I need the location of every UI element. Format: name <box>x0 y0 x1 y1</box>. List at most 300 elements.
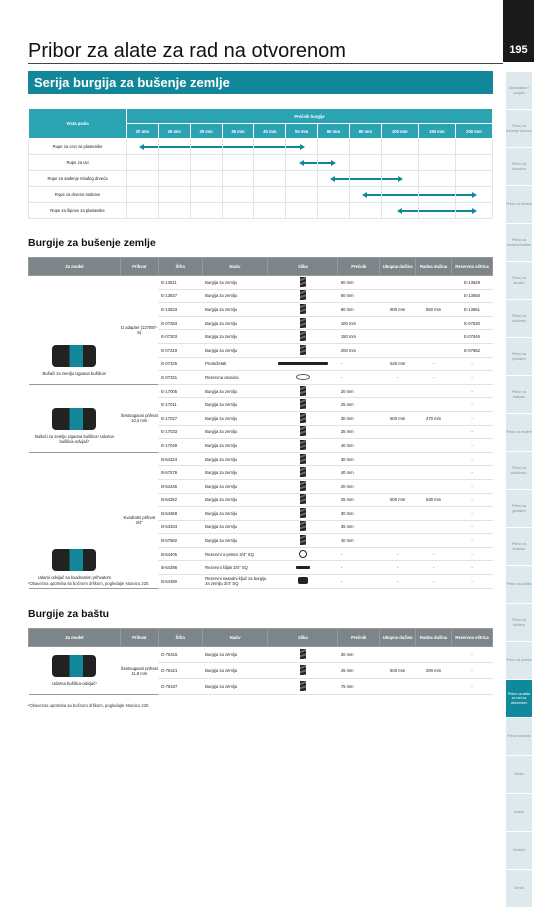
total-length: 600 mm <box>380 411 416 425</box>
side-tab[interactable]: Pribor za zaštitu <box>506 566 532 603</box>
column-header: Prečnik <box>338 258 380 276</box>
total-length <box>380 507 416 521</box>
range-arrow-head <box>299 160 304 166</box>
range-cell <box>222 187 254 203</box>
column-header: Naziv <box>202 629 268 647</box>
working-length: - <box>416 357 452 371</box>
range-row <box>29 139 493 155</box>
range-arrow-segment <box>365 194 380 196</box>
product-name: Burgija za zemlju <box>202 384 268 398</box>
working-length: - <box>416 371 452 385</box>
product-code: E-17027 <box>158 411 202 425</box>
spare-blade: - <box>452 439 493 453</box>
side-tab[interactable]: Pribor za brusilice <box>506 528 532 565</box>
range-arrow-head <box>330 176 335 182</box>
range-row-label: Rupe za ovi <box>29 155 127 171</box>
side-tab[interactable]: Pribor za kosačice <box>506 148 532 185</box>
total-length <box>380 452 416 466</box>
diameter: 30 mm <box>338 507 380 521</box>
product-name: Burgija za zemlju <box>202 425 268 439</box>
image-cell <box>268 357 338 371</box>
product-image <box>300 649 306 659</box>
total-length <box>380 343 416 357</box>
total-length <box>380 534 416 548</box>
product-name: Burgija za zemlju <box>202 679 268 695</box>
total-length: - <box>380 371 416 385</box>
range-col-diameter: 60 mm <box>318 124 350 139</box>
range-arrow-segment <box>302 162 317 164</box>
total-length <box>380 276 416 290</box>
range-col-diameter: 100 mm <box>381 124 418 139</box>
range-cell <box>158 171 190 187</box>
range-cell <box>381 139 418 155</box>
product-image <box>278 362 328 365</box>
side-tab[interactable]: Akumulatori i punjači <box>506 72 532 109</box>
spare-blade: - <box>452 398 493 412</box>
spare-blade: - <box>452 357 493 371</box>
range-cell <box>418 171 455 187</box>
working-length: 290 mm <box>416 663 452 679</box>
range-cell <box>190 203 222 219</box>
model-cell <box>29 384 121 452</box>
side-tab[interactable]: Pribor za bušenje stubova <box>506 110 532 147</box>
product-image <box>300 399 306 409</box>
product-image <box>300 535 306 545</box>
total-length <box>380 520 416 534</box>
total-length: - <box>380 561 416 575</box>
diameter: 40 mm <box>338 439 380 453</box>
product-code: E-07284 <box>158 316 202 330</box>
range-row <box>29 155 493 171</box>
range-cell <box>254 203 286 219</box>
product-name: Burgija za zemlju <box>202 343 268 357</box>
range-cell <box>190 171 222 187</box>
spare-blade: - <box>452 547 493 561</box>
diameter: 30 mm <box>338 411 380 425</box>
range-cell <box>349 171 381 187</box>
product-image <box>300 481 306 491</box>
image-cell <box>268 663 338 679</box>
column-header: Ukupna dužina <box>380 629 416 647</box>
model-name: Udarni odvijač sa kvadratnim prihvatom <box>37 574 112 580</box>
range-cell <box>349 187 381 203</box>
image-cell <box>268 343 338 357</box>
range-cell <box>254 171 286 187</box>
column-header: Naziv <box>202 258 268 276</box>
mount-cell: Šestougaoni prihvat 10,4 mm <box>120 384 158 452</box>
product-image <box>300 467 306 477</box>
product-name: Burgija za zemlju <box>202 479 268 493</box>
working-length <box>416 398 452 412</box>
range-arrow-segment <box>333 178 348 180</box>
product-name: Burgija za zemlju <box>202 466 268 480</box>
range-cell <box>418 203 455 219</box>
range-arrow-segment <box>382 194 418 196</box>
diameter: 25 mm <box>338 398 380 412</box>
total-length <box>380 316 416 330</box>
range-cell <box>190 187 222 203</box>
side-tab[interactable]: Pribor za bušilice <box>506 604 532 641</box>
range-col-diameter-group: Prečnik burgije <box>127 109 493 124</box>
working-length <box>416 452 452 466</box>
diameter: 50 mm <box>338 276 380 290</box>
spare-blade: - <box>452 663 493 679</box>
range-col-diameter: 150 mm <box>418 124 455 139</box>
diameter: 150 mm <box>338 330 380 344</box>
diameter: 45 mm <box>338 663 380 679</box>
product-code: D-75437 <box>158 679 202 695</box>
side-tab[interactable]: Pribor za testere <box>506 414 532 451</box>
model-cell <box>29 647 121 695</box>
product-image <box>299 550 307 558</box>
spare-blade: E-07630 <box>452 316 493 330</box>
side-tab[interactable]: Pribor za prskalice <box>506 338 532 375</box>
image-cell <box>268 316 338 330</box>
range-col-diameter: 80 mm <box>349 124 381 139</box>
product-code: B-54324 <box>158 452 202 466</box>
image-cell <box>268 276 338 290</box>
column-header: Šifra <box>158 258 202 276</box>
range-arrow-head <box>300 144 305 150</box>
range-col-diameter: 200 mm <box>455 124 492 139</box>
column-header: Za model <box>29 629 121 647</box>
range-row-label: Rupe za šipove za plastenike <box>29 203 127 219</box>
working-length <box>416 647 452 663</box>
product-image <box>300 386 306 396</box>
range-row-label: Rupe za drveno stubove <box>29 187 127 203</box>
product-name: Burgija za zemlju <box>202 647 268 663</box>
range-cell <box>127 171 159 187</box>
range-arrow-segment <box>400 210 418 212</box>
mount-cell: D adapter (127087-5) <box>120 276 158 385</box>
page-number: 195 <box>509 44 528 56</box>
range-cell <box>418 155 455 171</box>
working-length <box>416 466 452 480</box>
title-divider <box>28 63 503 64</box>
product-name: Rezervni o-prsten 3/4" SQ <box>202 547 268 561</box>
product-code: B-57582 <box>158 534 202 548</box>
image-cell <box>268 479 338 493</box>
range-cell <box>286 171 318 187</box>
product-image <box>296 566 310 569</box>
diameter: 20 mm <box>338 479 380 493</box>
earth-auger-table <box>28 257 493 589</box>
spare-blade: - <box>452 371 493 385</box>
range-cell <box>286 155 318 171</box>
product-code: E-13611 <box>158 276 202 290</box>
product-image <box>300 521 306 531</box>
side-tab[interactable]: Pribor za glodalice <box>506 490 532 527</box>
range-cell <box>158 187 190 203</box>
garden-section-title: Burgije za baštu <box>28 608 110 620</box>
range-col-diameter: 40 mm <box>254 124 286 139</box>
product-code: E-07331 <box>158 371 202 385</box>
working-length <box>416 384 452 398</box>
range-cell <box>222 203 254 219</box>
side-tab[interactable]: Pribor za trimere <box>506 186 532 223</box>
range-row-label: Rupe za sađenje mladog drveća <box>29 171 127 187</box>
spare-blade: - <box>452 679 493 695</box>
spare-blade: - <box>452 647 493 663</box>
diameter: 35 mm <box>338 520 380 534</box>
working-length <box>416 343 452 357</box>
spare-blade: - <box>452 493 493 507</box>
range-arrow-segment <box>191 146 222 148</box>
range-row <box>29 203 493 219</box>
product-code: E-07319 <box>158 343 202 357</box>
spare-blade: E-13655 <box>452 289 493 303</box>
range-col-diameter: 30 mm <box>190 124 222 139</box>
product-row <box>29 647 493 663</box>
total-length: - <box>380 575 416 589</box>
image-cell <box>268 547 338 561</box>
range-cell <box>222 155 254 171</box>
range-cell <box>349 155 381 171</box>
image-cell <box>268 371 338 385</box>
spare-blade: - <box>452 575 493 589</box>
range-cell <box>190 155 222 171</box>
total-length <box>380 384 416 398</box>
range-col-diameter: 20 mm <box>127 124 159 139</box>
tool-image <box>52 408 96 430</box>
working-length: 470 mm <box>416 411 452 425</box>
product-name: Rezervna osovina <box>202 371 268 385</box>
product-image <box>300 277 306 287</box>
range-cell <box>349 139 381 155</box>
tool-image <box>52 655 96 677</box>
range-cell <box>318 203 350 219</box>
range-cell <box>254 187 286 203</box>
diameter: 100 mm <box>338 316 380 330</box>
product-code: E-13627 <box>158 289 202 303</box>
product-name: Burgija za zemlju <box>202 303 268 317</box>
working-length <box>416 439 452 453</box>
spare-blade: E-07646 <box>452 330 493 344</box>
total-length <box>380 398 416 412</box>
range-arrow-head <box>398 176 403 182</box>
product-name: Burgija za zemlju <box>202 439 268 453</box>
side-tab[interactable]: Pribor za usisivače <box>506 300 532 337</box>
range-arrow-head <box>331 160 336 166</box>
image-cell <box>268 425 338 439</box>
diameter: 80 mm <box>338 303 380 317</box>
image-cell <box>268 561 338 575</box>
spare-blade: E-07652 <box>452 343 493 357</box>
image-cell <box>268 398 338 412</box>
range-row <box>29 171 493 187</box>
range-cell <box>318 171 350 187</box>
range-cell <box>222 139 254 155</box>
total-length: 600 mm <box>380 493 416 507</box>
side-tab[interactable]: Pribor za baštu <box>506 718 532 755</box>
column-header: Radna dužina <box>416 258 452 276</box>
product-row <box>29 276 493 290</box>
working-length <box>416 520 452 534</box>
range-cell <box>222 171 254 187</box>
spare-blade: - <box>452 561 493 575</box>
section-banner: Serija burgija za bušenje zemlje <box>28 71 493 94</box>
working-length: - <box>416 547 452 561</box>
total-length: - <box>380 547 416 561</box>
diameter: - <box>338 547 380 561</box>
column-header: Šifra <box>158 629 202 647</box>
image-cell <box>268 439 338 453</box>
image-cell <box>268 575 338 589</box>
diameter: 200 mm <box>338 343 380 357</box>
working-length <box>416 276 452 290</box>
range-arrow-head <box>362 192 367 198</box>
product-name: Burgija za zemlju <box>202 330 268 344</box>
working-length <box>416 534 452 548</box>
product-image <box>300 494 306 504</box>
working-length <box>416 425 452 439</box>
mount-cell: Kvadratni prihvat 3/4" <box>120 452 158 588</box>
range-col-diameter: 25 mm <box>158 124 190 139</box>
spare-blade: E-13661 <box>452 303 493 317</box>
range-cell <box>158 155 190 171</box>
image-cell <box>268 534 338 548</box>
range-cell <box>318 139 350 155</box>
column-header: Prihvat <box>120 629 158 647</box>
range-cell <box>318 155 350 171</box>
image-cell <box>268 289 338 303</box>
diameter: 20 mm <box>338 384 380 398</box>
product-name: Rezervni nasadni ključ za burgiju za zemlju 3/4" SQ <box>202 575 268 589</box>
range-cell <box>318 187 350 203</box>
product-code: B-54396 <box>158 561 202 575</box>
range-cell <box>127 187 159 203</box>
total-length <box>380 466 416 480</box>
product-image <box>300 440 306 450</box>
product-image <box>300 681 306 691</box>
spare-blade: - <box>452 411 493 425</box>
range-cell <box>254 155 286 171</box>
product-image <box>300 318 306 328</box>
model-cell <box>29 452 121 588</box>
range-row <box>29 187 493 203</box>
side-tab[interactable]: Pribor za alate za rad na otvorenom <box>506 680 532 717</box>
product-name: Burgija za zemlju <box>202 289 268 303</box>
product-name: Burgija za zemlju <box>202 520 268 534</box>
product-code: B-54368 <box>158 507 202 521</box>
product-image <box>298 577 308 584</box>
side-tab[interactable]: Pribor za makaze <box>506 376 532 413</box>
side-tab[interactable]: Pribor za duvače <box>506 262 532 299</box>
product-code: E-17005 <box>158 384 202 398</box>
working-length <box>416 316 452 330</box>
range-cell <box>127 139 159 155</box>
spare-blade: - <box>452 534 493 548</box>
working-length: 530 mm <box>416 493 452 507</box>
diameter: 25 mm <box>338 493 380 507</box>
side-tab[interactable]: Servis <box>506 870 532 907</box>
working-length <box>416 679 452 695</box>
image-cell <box>268 520 338 534</box>
side-tab[interactable]: Pribor za motorne testere <box>506 224 532 261</box>
product-image <box>300 426 306 436</box>
range-cell <box>418 139 455 155</box>
side-tab[interactable]: Indeks <box>506 794 532 831</box>
earth-section-title: Burgije za bušenje zemlje <box>28 237 156 249</box>
range-arrow-segment <box>142 146 157 148</box>
diameter: 75 mm <box>338 679 380 695</box>
column-header: Radna dužina <box>416 629 452 647</box>
range-cell <box>286 187 318 203</box>
side-tab[interactable]: Kontakt <box>506 832 532 869</box>
working-length: - <box>416 575 452 589</box>
spare-blade: E-13649 <box>452 276 493 290</box>
product-code: B-54405 <box>158 547 202 561</box>
working-length: - <box>416 561 452 575</box>
product-image <box>300 331 306 341</box>
model-cell <box>29 276 121 385</box>
range-cell <box>127 155 159 171</box>
range-cell <box>349 203 381 219</box>
spare-blade: - <box>452 479 493 493</box>
product-name: Burgija za zemlju <box>202 411 268 425</box>
spare-blade: - <box>452 507 493 521</box>
spare-blade: - <box>452 466 493 480</box>
product-name: Burgija za zemlju <box>202 534 268 548</box>
side-tab[interactable]: Pribor za multifunkc. <box>506 452 532 489</box>
range-cell <box>381 187 418 203</box>
image-cell <box>268 466 338 480</box>
product-code: E-17011 <box>158 398 202 412</box>
earth-footnote: ¹Obavezna upotreba sa bočnom drškom, pogledajte stranicu 220. <box>28 581 150 586</box>
range-cell <box>455 187 492 203</box>
product-code: B-54352 <box>158 493 202 507</box>
total-length <box>380 425 416 439</box>
diameter: - <box>338 561 380 575</box>
total-length: 800 mm <box>380 303 416 317</box>
spare-blade: - <box>452 452 493 466</box>
product-name: Burgija za zemlju <box>202 452 268 466</box>
diameter: 35 mm <box>338 425 380 439</box>
range-cell <box>455 171 492 187</box>
diameter-range-table <box>28 108 493 219</box>
range-cell <box>286 203 318 219</box>
diameter: 30 mm <box>338 452 380 466</box>
column-header: Rezervna oštrica <box>452 258 493 276</box>
total-length <box>380 679 416 695</box>
mount-cell: Šestougaoni prihvat 11,8 mm <box>120 647 158 695</box>
total-length <box>380 647 416 663</box>
range-cell <box>455 139 492 155</box>
side-tab[interactable]: Ostalo <box>506 756 532 793</box>
range-row-label: Rupe za cevi za plastenike <box>29 139 127 155</box>
product-name: Burgija za zemlju <box>202 398 268 412</box>
range-cell <box>158 139 190 155</box>
product-name: Produžetak <box>202 357 268 371</box>
range-cell <box>286 139 318 155</box>
image-cell <box>268 411 338 425</box>
product-code: E-07303 <box>158 330 202 344</box>
product-image <box>300 454 306 464</box>
range-cell <box>158 203 190 219</box>
diameter: 30 mm <box>338 647 380 663</box>
total-length: 600 mm <box>380 663 416 679</box>
range-col-work-type: Vrsta posla <box>29 109 127 139</box>
product-code: E-07325 <box>158 357 202 371</box>
range-arrow-segment <box>223 146 254 148</box>
garden-auger-table <box>28 628 493 695</box>
total-length: 540 mm <box>380 357 416 371</box>
product-code: B-57576 <box>158 466 202 480</box>
product-code: D-75421 <box>158 663 202 679</box>
total-length <box>380 479 416 493</box>
product-code: E-17033 <box>158 425 202 439</box>
side-tab[interactable]: Pribor za pumpe <box>506 642 532 679</box>
